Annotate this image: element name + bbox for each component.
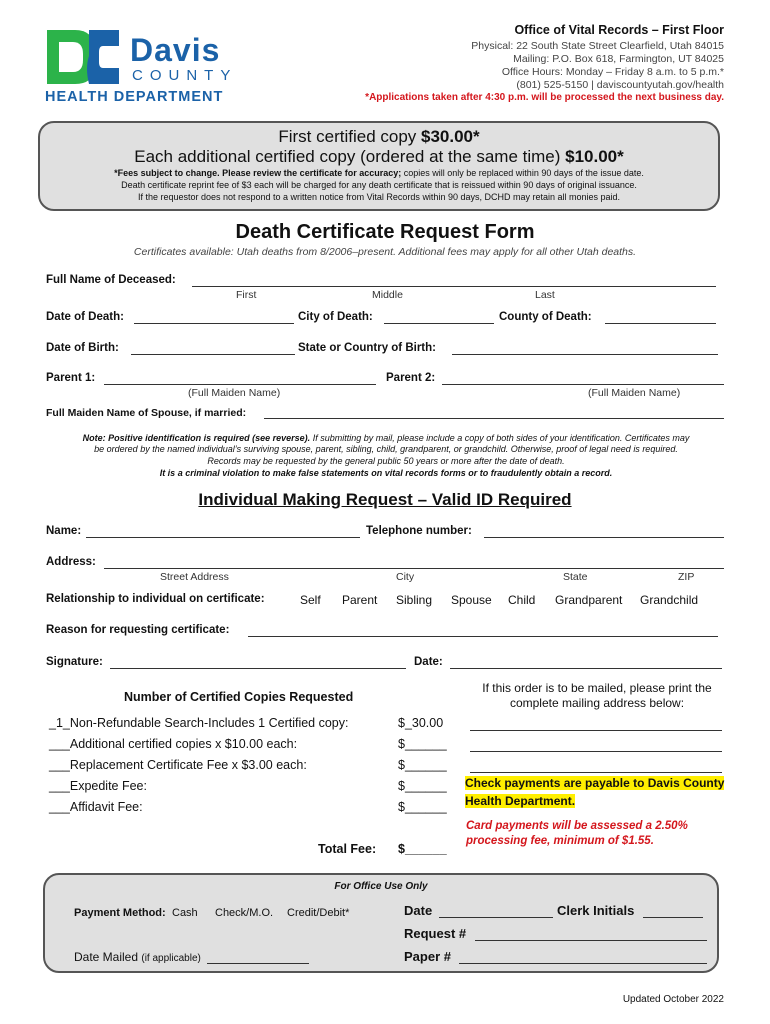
- relationship-grandchild[interactable]: Grandchild: [640, 593, 699, 607]
- state-of-birth-field[interactable]: [452, 343, 718, 355]
- copies-row-search[interactable]: _1_Non-Refundable Search-Includes 1 Certified copy:: [49, 716, 349, 730]
- spouse-label: Full Maiden Name of Spouse, if married:: [46, 407, 247, 419]
- parent-2-caption: (Full Maiden Name): [588, 387, 681, 399]
- payment-check[interactable]: Check/M.O.: [215, 907, 274, 919]
- middle-name-caption: Middle: [372, 289, 403, 301]
- office-title: Office of Vital Records – First Floor: [514, 23, 724, 37]
- relationship-grandparent[interactable]: Grandparent: [555, 593, 623, 607]
- logo-department-text: HEALTH DEPARTMENT: [45, 89, 224, 105]
- spouse-field[interactable]: [264, 407, 724, 419]
- form-subtitle: Certificates available: Utah deaths from 8/2006–present. Additional fees may apply for all other Utah deaths.: [133, 246, 637, 258]
- parent-1-label: Parent 1:: [46, 372, 96, 384]
- full-name-label: Full Name of Deceased:: [46, 274, 176, 286]
- total-fee-label: Total Fee:: [318, 842, 377, 856]
- mailing-line-2[interactable]: [470, 740, 722, 752]
- parent-1-caption: (Full Maiden Name): [188, 387, 281, 399]
- parent-1-field[interactable]: [104, 373, 376, 385]
- clerk-initials-label: Clerk Initials: [557, 903, 635, 918]
- signature-field[interactable]: [110, 657, 406, 669]
- additional-copy-fee: Each additional certified copy (ordered at the same time) $10.00*: [134, 147, 624, 166]
- requester-name-label: Name:: [46, 525, 82, 537]
- city-of-death-field[interactable]: [384, 312, 494, 324]
- city-caption: City: [396, 571, 415, 583]
- parent-2-field[interactable]: [442, 373, 724, 385]
- office-use-title: For Office Use Only: [334, 881, 428, 892]
- check-payable-note: Check payments are payable to Davis County Health Department.: [465, 776, 725, 808]
- form-title: Death Certificate Request Form: [235, 221, 535, 243]
- copies-row-affidavit[interactable]: ___Affidavit Fee:: [49, 800, 143, 814]
- date-of-death-label: Date of Death:: [46, 311, 124, 323]
- office-mailing: Mailing: P.O. Box 618, Farmington, UT 84025: [513, 53, 724, 65]
- copies-row-search-amount[interactable]: $_30.00: [398, 716, 444, 730]
- requester-name-field[interactable]: [86, 526, 360, 538]
- telephone-field[interactable]: [484, 526, 724, 538]
- office-date-field[interactable]: [439, 905, 553, 918]
- fee-box: [38, 121, 720, 211]
- clerk-initials-field[interactable]: [643, 905, 703, 918]
- first-copy-fee: First certified copy $30.00*: [278, 127, 480, 146]
- mailing-line-1[interactable]: [470, 719, 722, 731]
- id-note-line-1: Note: Positive identification is required (see reverse). If submitting by mail, please include a copy of both sides of your identification. Certificates may: [82, 433, 690, 443]
- zip-caption: ZIP: [678, 571, 695, 583]
- sign-date-field[interactable]: [450, 657, 722, 669]
- paper-number-field[interactable]: [459, 951, 707, 964]
- sign-date-label: Date:: [414, 656, 443, 668]
- logo-county-text: COUNTY: [132, 67, 238, 84]
- relationship-sibling[interactable]: Sibling: [396, 593, 433, 607]
- office-date-label: Date: [404, 903, 433, 918]
- address-label: Address:: [46, 556, 96, 568]
- relationship-parent[interactable]: Parent: [342, 593, 378, 607]
- last-name-caption: Last: [535, 289, 555, 301]
- fee-note-3: If the requestor does not respond to a written notice from Vital Records within 90 days, DCHD may retain all monies paid.: [137, 192, 621, 202]
- date-mailed-field[interactable]: [207, 951, 309, 964]
- copies-row-replacement[interactable]: ___Replacement Certificate Fee x $3.00 each:: [49, 758, 307, 772]
- requester-section-title: Individual Making Request – Valid ID Required: [198, 490, 572, 509]
- office-contact: (801) 525-5150 | daviscountyutah.gov/health: [516, 79, 724, 91]
- county-of-death-label: County of Death:: [499, 311, 592, 323]
- reason-field[interactable]: [248, 625, 718, 637]
- street-caption: Street Address: [160, 571, 229, 583]
- date-of-birth-label: Date of Birth:: [46, 342, 119, 354]
- payment-cash[interactable]: Cash: [172, 907, 198, 919]
- fee-note-1: *Fees subject to change. Please review the certificate for accuracy; copies will only be replaced within 90 days of the issue date.: [114, 168, 644, 178]
- copies-row-additional-amount[interactable]: $______: [398, 737, 447, 751]
- office-notice: *Applications taken after 4:30 p.m. will be processed the next business day.: [365, 92, 724, 103]
- copies-row-expedite[interactable]: ___Expedite Fee:: [49, 779, 147, 793]
- date-of-birth-field[interactable]: [131, 343, 295, 355]
- payment-credit[interactable]: Credit/Debit*: [287, 907, 350, 919]
- relationship-spouse[interactable]: Spouse: [451, 593, 492, 607]
- date-mailed-label: Date Mailed (if applicable): [74, 950, 201, 964]
- request-number-field[interactable]: [475, 928, 707, 941]
- card-fee-note: Card payments will be assessed a 2.50% processing fee, minimum of $1.55.: [466, 820, 688, 847]
- first-name-caption: First: [236, 289, 257, 301]
- state-of-birth-label: State or Country of Birth:: [298, 342, 436, 354]
- relationship-child[interactable]: Child: [508, 593, 536, 607]
- date-of-death-field[interactable]: [134, 312, 294, 324]
- office-physical: Physical: 22 South State Street Clearfield, Utah 84015: [471, 40, 724, 52]
- id-note-line-4: It is a criminal violation to make false statements on vital records forms or to fraudulently obtain a record.: [159, 468, 613, 478]
- mailing-instruction: If this order is to be mailed, please print the complete mailing address below:: [482, 681, 712, 710]
- logo-davis-text: Davis: [130, 32, 221, 68]
- state-caption: State: [563, 571, 588, 583]
- full-name-field[interactable]: [192, 275, 716, 287]
- copies-title: Number of Certified Copies Requested: [124, 690, 354, 704]
- reason-label: Reason for requesting certificate:: [46, 624, 230, 636]
- parent-2-label: Parent 2:: [386, 372, 436, 384]
- copies-row-additional[interactable]: ___Additional certified copies x $10.00 each:: [49, 737, 298, 751]
- relationship-self[interactable]: Self: [300, 593, 321, 607]
- total-fee-amount[interactable]: $______: [398, 842, 447, 856]
- telephone-label: Telephone number:: [366, 525, 472, 537]
- id-note-line-2: be ordered by the named individual’s surviving spouse, parent, sibling, child, grandparent, or grandchild. Otherwise, proof of legal need is required.: [94, 444, 678, 454]
- davis-county-logo-mark: [45, 28, 121, 86]
- request-number-label: Request #: [404, 926, 467, 941]
- relationship-label: Relationship to individual on certificate:: [46, 593, 265, 605]
- signature-label: Signature:: [46, 656, 103, 668]
- mailing-line-3[interactable]: [470, 761, 722, 773]
- updated-date: Updated October 2022: [622, 994, 724, 1005]
- address-field[interactable]: [104, 557, 724, 569]
- copies-row-affidavit-amount[interactable]: $______: [398, 800, 447, 814]
- office-hours: Office Hours: Monday – Friday 8 a.m. to 5 p.m.*: [501, 66, 724, 78]
- paper-number-label: Paper #: [404, 949, 451, 964]
- payment-method-label: Payment Method:: [74, 907, 166, 919]
- office-use-box: [43, 873, 719, 973]
- county-of-death-field[interactable]: [605, 312, 716, 324]
- id-note-line-3: Records may be requested by the general public 50 years or more after the date of death.: [207, 456, 565, 466]
- copies-row-replacement-amount[interactable]: $______: [398, 758, 447, 772]
- fee-note-2: Death certificate reprint fee of $3 each will be charged for any death certificate that is reissued within 90 days of original issuance.: [121, 180, 637, 190]
- copies-row-expedite-amount[interactable]: $______: [398, 779, 447, 793]
- city-of-death-label: City of Death:: [298, 311, 373, 323]
